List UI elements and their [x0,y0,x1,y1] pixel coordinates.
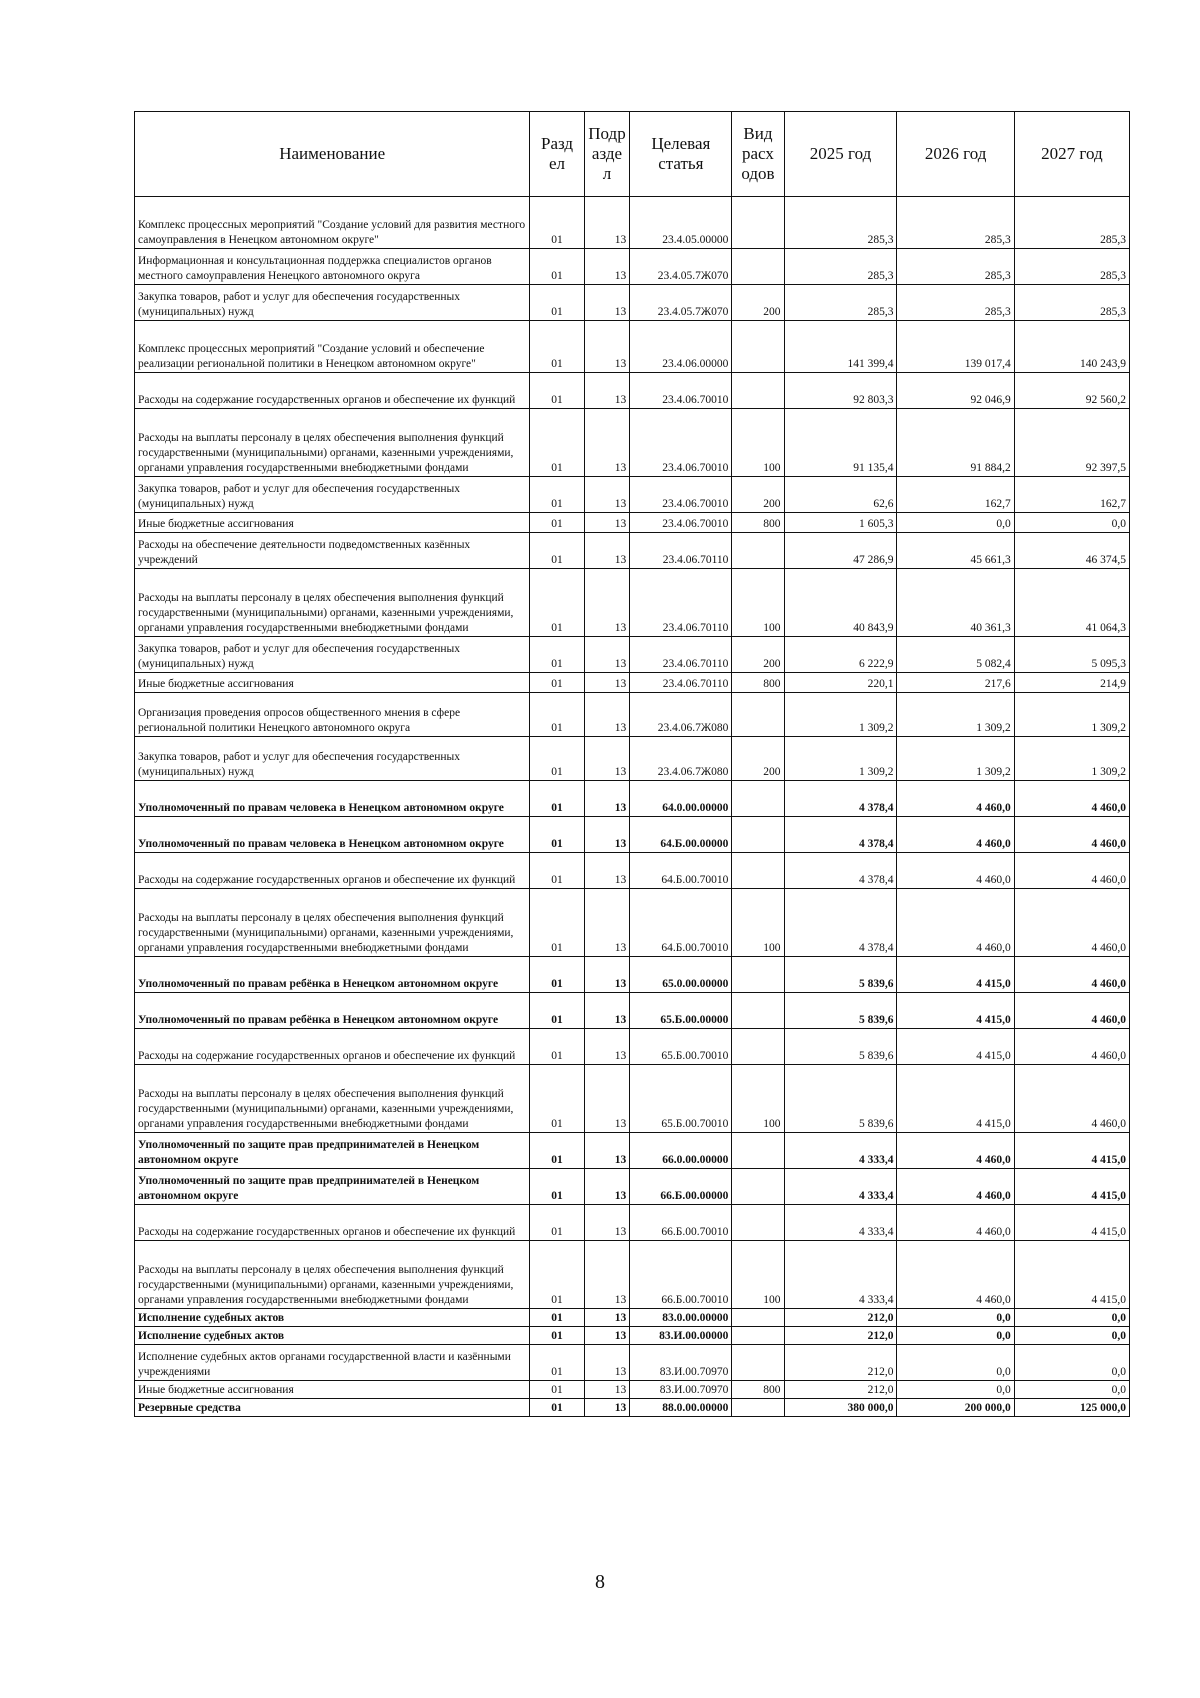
row-2026-cell: 162,7 [897,477,1014,513]
row-target-cell: 83.И.00.70970 [630,1381,732,1399]
row-subsection-cell: 13 [584,889,630,957]
row-2025-cell: 141 399,4 [784,321,897,373]
row-2027-cell: 0,0 [1014,1381,1129,1399]
row-section-cell: 01 [530,569,584,637]
row-target-cell: 64.Б.00.00000 [630,817,732,853]
row-2025-cell: 5 839,6 [784,957,897,993]
row-kind-cell [732,249,784,285]
row-2027-cell: 1 309,2 [1014,693,1129,737]
row-target-cell: 66.0.00.00000 [630,1133,732,1169]
row-2027-cell: 4 460,0 [1014,1029,1129,1065]
row-2025-cell: 4 378,4 [784,853,897,889]
row-2025-cell: 212,0 [784,1309,897,1327]
row-2025-cell: 4 378,4 [784,817,897,853]
row-target-cell: 23.4.06.70010 [630,409,732,477]
row-section-cell: 01 [530,477,584,513]
row-target-cell: 23.4.06.70010 [630,373,732,409]
row-target-cell: 83.0.00.00000 [630,1309,732,1327]
table-row [135,373,1130,409]
row-section-cell: 01 [530,1381,584,1399]
row-kind-cell: 100 [732,1241,784,1309]
row-2026-cell: 91 884,2 [897,409,1014,477]
row-target-cell: 23.4.06.7Ж080 [630,693,732,737]
row-2026-cell: 0,0 [897,1327,1014,1345]
row-subsection-cell: 13 [584,373,630,409]
row-2025-cell: 4 333,4 [784,1133,897,1169]
row-subsection-cell: 13 [584,781,630,817]
row-2026-cell: 45 661,3 [897,533,1014,569]
table-row [135,673,1130,693]
row-name-cell: Уполномоченный по правам ребёнка в Ненецком автономном округе [135,957,530,993]
table-row [135,1205,1130,1241]
row-kind-cell: 200 [732,637,784,673]
row-2025-cell: 40 843,9 [784,569,897,637]
row-2025-cell: 1 309,2 [784,737,897,781]
row-kind-cell [732,1327,784,1345]
row-target-cell: 66.Б.00.00000 [630,1169,732,1205]
row-kind-cell: 200 [732,477,784,513]
row-name-cell: Расходы на выплаты персоналу в целях обеспечения выполнения функций государственными (муниципальными) органами, казенными учреждениями, органами управления государственными внебюджетными фондами [135,889,530,957]
row-2025-cell: 1 309,2 [784,693,897,737]
table-row [135,889,1130,957]
row-2026-cell: 1 309,2 [897,737,1014,781]
row-target-cell: 65.Б.00.70010 [630,1065,732,1133]
row-2026-cell: 1 309,2 [897,693,1014,737]
table-row [135,1133,1130,1169]
header-subsection: Подр азде л [584,112,630,197]
row-2025-cell: 5 839,6 [784,1065,897,1133]
row-subsection-cell: 13 [584,993,630,1029]
row-kind-cell: 100 [732,569,784,637]
row-section-cell: 01 [530,409,584,477]
row-target-cell: 23.4.06.70110 [630,569,732,637]
table-row [135,249,1130,285]
table-row [135,1381,1130,1399]
row-subsection-cell: 13 [584,693,630,737]
row-section-cell: 01 [530,1133,584,1169]
table-row [135,513,1130,533]
row-subsection-cell: 13 [584,197,630,249]
header-kind: Вид расх одов [732,112,784,197]
row-target-cell: 23.4.05.00000 [630,197,732,249]
row-section-cell: 01 [530,285,584,321]
row-name-cell: Закупка товаров, работ и услуг для обеспечения государственных (муниципальных) нужд [135,477,530,513]
row-2025-cell: 285,3 [784,285,897,321]
row-2027-cell: 92 560,2 [1014,373,1129,409]
row-2027-cell: 1 309,2 [1014,737,1129,781]
row-name-cell: Комплекс процессных мероприятий "Создание условий для развития местного самоуправления в Ненецком автономном округе" [135,197,530,249]
row-kind-cell [732,1399,784,1417]
row-2026-cell: 4 415,0 [897,1029,1014,1065]
table-row [135,569,1130,637]
row-kind-cell: 200 [732,737,784,781]
row-subsection-cell: 13 [584,533,630,569]
row-2027-cell: 285,3 [1014,249,1129,285]
row-name-cell: Закупка товаров, работ и услуг для обеспечения государственных (муниципальных) нужд [135,737,530,781]
row-kind-cell: 100 [732,409,784,477]
row-target-cell: 23.4.06.70110 [630,533,732,569]
row-section-cell: 01 [530,197,584,249]
row-subsection-cell: 13 [584,637,630,673]
row-2026-cell: 4 460,0 [897,1169,1014,1205]
table-row [135,1399,1130,1417]
row-2026-cell: 40 361,3 [897,569,1014,637]
row-subsection-cell: 13 [584,1065,630,1133]
row-2026-cell: 217,6 [897,673,1014,693]
row-2026-cell: 0,0 [897,1345,1014,1381]
row-kind-cell: 100 [732,889,784,957]
row-2026-cell: 0,0 [897,1309,1014,1327]
row-section-cell: 01 [530,1241,584,1309]
row-kind-cell [732,1169,784,1205]
row-target-cell: 23.4.06.70010 [630,477,732,513]
row-name-cell: Информационная и консультационная поддержка специалистов органов местного самоуправления Ненецкого автономного округа [135,249,530,285]
row-2027-cell: 4 415,0 [1014,1169,1129,1205]
table-row [135,957,1130,993]
row-2025-cell: 4 333,4 [784,1169,897,1205]
row-name-cell: Расходы на содержание государственных органов и обеспечение их функций [135,1029,530,1065]
row-section-cell: 01 [530,673,584,693]
row-kind-cell [732,373,784,409]
row-section-cell: 01 [530,637,584,673]
row-2025-cell: 285,3 [784,249,897,285]
row-2027-cell: 4 460,0 [1014,853,1129,889]
row-2026-cell: 4 460,0 [897,853,1014,889]
row-section-cell: 01 [530,853,584,889]
table-row [135,1309,1130,1327]
row-target-cell: 64.Б.00.70010 [630,889,732,957]
row-name-cell: Уполномоченный по правам ребёнка в Ненецком автономном округе [135,993,530,1029]
header-row [135,112,1130,197]
table-row [135,1327,1130,1345]
header-2027: 2027 год [1014,112,1129,197]
row-2026-cell: 0,0 [897,1381,1014,1399]
row-2027-cell: 4 460,0 [1014,889,1129,957]
row-name-cell: Расходы на содержание государственных органов и обеспечение их функций [135,853,530,889]
row-2025-cell: 91 135,4 [784,409,897,477]
row-2026-cell: 285,3 [897,249,1014,285]
header-2026: 2026 год [897,112,1014,197]
page-number: 8 [595,1571,605,1593]
row-2027-cell: 46 374,5 [1014,533,1129,569]
row-section-cell: 01 [530,1029,584,1065]
row-section-cell: 01 [530,817,584,853]
row-2027-cell: 5 095,3 [1014,637,1129,673]
row-target-cell: 23.4.06.70110 [630,673,732,693]
table-row [135,781,1130,817]
row-kind-cell [732,197,784,249]
row-2027-cell: 92 397,5 [1014,409,1129,477]
row-target-cell: 64.0.00.00000 [630,781,732,817]
row-section-cell: 01 [530,1345,584,1381]
row-section-cell: 01 [530,889,584,957]
row-subsection-cell: 13 [584,1029,630,1065]
header-section: Разд ел [530,112,584,197]
row-target-cell: 23.4.05.7Ж070 [630,285,732,321]
row-name-cell: Иные бюджетные ассигнования [135,513,530,533]
row-name-cell: Расходы на выплаты персоналу в целях обеспечения выполнения функций государственными (муниципальными) органами, казенными учреждениями, органами управления государственными внебюджетными фондами [135,409,530,477]
row-target-cell: 66.Б.00.70010 [630,1241,732,1309]
row-name-cell: Резервные средства [135,1399,530,1417]
row-2025-cell: 4 333,4 [784,1241,897,1309]
row-name-cell: Расходы на обеспечение деятельности подведомственных казённых учреждений [135,533,530,569]
row-kind-cell [732,533,784,569]
row-kind-cell: 100 [732,1065,784,1133]
row-target-cell: 23.4.06.70110 [630,637,732,673]
row-kind-cell [732,1205,784,1241]
row-2027-cell: 125 000,0 [1014,1399,1129,1417]
header-2025: 2025 год [784,112,897,197]
row-name-cell: Расходы на выплаты персоналу в целях обеспечения выполнения функций государственными (муниципальными) органами, казенными учреждениями, органами управления государственными внебюджетными фондами [135,569,530,637]
row-subsection-cell: 13 [584,1241,630,1309]
header-target: Целевая статья [630,112,732,197]
table-row [135,1241,1130,1309]
row-section-cell: 01 [530,693,584,737]
row-subsection-cell: 13 [584,1399,630,1417]
row-2027-cell: 4 415,0 [1014,1133,1129,1169]
table-row [135,197,1130,249]
row-target-cell: 23.4.06.00000 [630,321,732,373]
row-name-cell: Расходы на содержание государственных органов и обеспечение их функций [135,1205,530,1241]
row-kind-cell: 800 [732,1381,784,1399]
table-row [135,409,1130,477]
row-2027-cell: 0,0 [1014,1327,1129,1345]
table-row [135,1169,1130,1205]
row-2026-cell: 4 460,0 [897,1241,1014,1309]
row-2027-cell: 4 415,0 [1014,1205,1129,1241]
row-2027-cell: 4 460,0 [1014,781,1129,817]
row-name-cell: Иные бюджетные ассигнования [135,673,530,693]
row-section-cell: 01 [530,781,584,817]
row-target-cell: 23.4.06.7Ж080 [630,737,732,781]
row-2026-cell: 4 460,0 [897,1205,1014,1241]
table-row [135,1065,1130,1133]
row-section-cell: 01 [530,1327,584,1345]
row-kind-cell [732,1133,784,1169]
row-2027-cell: 4 460,0 [1014,957,1129,993]
row-section-cell: 01 [530,249,584,285]
row-section-cell: 01 [530,513,584,533]
row-section-cell: 01 [530,737,584,781]
row-subsection-cell: 13 [584,817,630,853]
row-2025-cell: 212,0 [784,1381,897,1399]
row-2025-cell: 4 378,4 [784,781,897,817]
row-2026-cell: 4 460,0 [897,1133,1014,1169]
row-target-cell: 65.Б.00.70010 [630,1029,732,1065]
table-row [135,817,1130,853]
row-subsection-cell: 13 [584,853,630,889]
row-kind-cell [732,693,784,737]
row-name-cell: Уполномоченный по защите прав предпринимателей в Ненецком автономном округе [135,1133,530,1169]
row-2027-cell: 4 460,0 [1014,1065,1129,1133]
row-target-cell: 65.Б.00.00000 [630,993,732,1029]
budget-table [134,111,1130,1417]
row-2025-cell: 285,3 [784,197,897,249]
row-2027-cell: 0,0 [1014,513,1129,533]
row-section-cell: 01 [530,957,584,993]
row-subsection-cell: 13 [584,957,630,993]
row-name-cell: Исполнение судебных актов органами государственной власти и казёнными учреждениями [135,1345,530,1381]
row-section-cell: 01 [530,373,584,409]
row-2025-cell: 4 333,4 [784,1205,897,1241]
row-target-cell: 66.Б.00.70010 [630,1205,732,1241]
table-row [135,477,1130,513]
row-2025-cell: 4 378,4 [784,889,897,957]
row-subsection-cell: 13 [584,513,630,533]
row-2026-cell: 285,3 [897,285,1014,321]
row-subsection-cell: 13 [584,249,630,285]
row-name-cell: Исполнение судебных актов [135,1309,530,1327]
row-subsection-cell: 13 [584,1205,630,1241]
row-2026-cell: 285,3 [897,197,1014,249]
table-row [135,637,1130,673]
row-2026-cell: 0,0 [897,513,1014,533]
table-row [135,853,1130,889]
row-target-cell: 65.0.00.00000 [630,957,732,993]
row-section-cell: 01 [530,1205,584,1241]
row-2027-cell: 4 460,0 [1014,817,1129,853]
row-name-cell: Комплекс процессных мероприятий "Создание условий и обеспечение реализации региональной политики в Ненецком автономном округе" [135,321,530,373]
row-2025-cell: 47 286,9 [784,533,897,569]
row-target-cell: 83.И.00.00000 [630,1327,732,1345]
row-subsection-cell: 13 [584,477,630,513]
row-2027-cell: 4 460,0 [1014,993,1129,1029]
row-section-cell: 01 [530,1309,584,1327]
row-kind-cell [732,957,784,993]
row-subsection-cell: 13 [584,673,630,693]
row-2025-cell: 6 222,9 [784,637,897,673]
row-section-cell: 01 [530,1169,584,1205]
row-2025-cell: 5 839,6 [784,993,897,1029]
row-name-cell: Организация проведения опросов общественного мнения в сфере региональной политики Ненецкого автономного округа [135,693,530,737]
row-2027-cell: 285,3 [1014,285,1129,321]
row-name-cell: Иные бюджетные ассигнования [135,1381,530,1399]
row-target-cell: 64.Б.00.70010 [630,853,732,889]
row-name-cell: Расходы на выплаты персоналу в целях обеспечения выполнения функций государственными (муниципальными) органами, казенными учреждениями, органами управления государственными внебюджетными фондами [135,1241,530,1309]
row-target-cell: 23.4.06.70010 [630,513,732,533]
row-section-cell: 01 [530,533,584,569]
row-2026-cell: 200 000,0 [897,1399,1014,1417]
row-2025-cell: 380 000,0 [784,1399,897,1417]
row-subsection-cell: 13 [584,569,630,637]
row-subsection-cell: 13 [584,321,630,373]
row-kind-cell [732,1309,784,1327]
table-row [135,1029,1130,1065]
row-name-cell: Закупка товаров, работ и услуг для обеспечения государственных (муниципальных) нужд [135,285,530,321]
row-name-cell: Уполномоченный по правам человека в Ненецком автономном округе [135,817,530,853]
row-name-cell: Закупка товаров, работ и услуг для обеспечения государственных (муниципальных) нужд [135,637,530,673]
row-kind-cell [732,1345,784,1381]
row-2026-cell: 4 415,0 [897,1065,1014,1133]
table-row [135,533,1130,569]
row-subsection-cell: 13 [584,1381,630,1399]
row-name-cell: Уполномоченный по защите прав предпринимателей в Ненецком автономном округе [135,1169,530,1205]
row-kind-cell [732,853,784,889]
row-2025-cell: 212,0 [784,1327,897,1345]
row-2025-cell: 5 839,6 [784,1029,897,1065]
row-2026-cell: 4 460,0 [897,781,1014,817]
row-subsection-cell: 13 [584,1345,630,1381]
row-subsection-cell: 13 [584,285,630,321]
row-2027-cell: 140 243,9 [1014,321,1129,373]
row-2025-cell: 92 803,3 [784,373,897,409]
table-row [135,285,1130,321]
row-section-cell: 01 [530,993,584,1029]
header-name: Наименование [135,112,530,197]
row-kind-cell: 800 [732,673,784,693]
row-name-cell: Расходы на содержание государственных органов и обеспечение их функций [135,373,530,409]
row-2026-cell: 4 415,0 [897,993,1014,1029]
row-kind-cell [732,1029,784,1065]
table-row [135,321,1130,373]
row-kind-cell [732,781,784,817]
row-subsection-cell: 13 [584,1327,630,1345]
row-kind-cell [732,817,784,853]
row-kind-cell: 800 [732,513,784,533]
row-2027-cell: 214,9 [1014,673,1129,693]
row-subsection-cell: 13 [584,1133,630,1169]
table-row [135,993,1130,1029]
row-kind-cell: 200 [732,285,784,321]
row-subsection-cell: 13 [584,1169,630,1205]
row-section-cell: 01 [530,1065,584,1133]
row-2025-cell: 62,6 [784,477,897,513]
row-section-cell: 01 [530,1399,584,1417]
row-2026-cell: 139 017,4 [897,321,1014,373]
row-subsection-cell: 13 [584,1309,630,1327]
budget-table-container [134,111,1130,1417]
row-target-cell: 83.И.00.70970 [630,1345,732,1381]
row-2025-cell: 1 605,3 [784,513,897,533]
row-subsection-cell: 13 [584,409,630,477]
row-2026-cell: 92 046,9 [897,373,1014,409]
table-row [135,737,1130,781]
table-row [135,1345,1130,1381]
row-2027-cell: 41 064,3 [1014,569,1129,637]
row-2026-cell: 4 460,0 [897,889,1014,957]
row-name-cell: Расходы на выплаты персоналу в целях обеспечения выполнения функций государственными (муниципальными) органами, казенными учреждениями, органами управления государственными внебюджетными фондами [135,1065,530,1133]
row-2027-cell: 0,0 [1014,1309,1129,1327]
row-2027-cell: 285,3 [1014,197,1129,249]
row-2026-cell: 5 082,4 [897,637,1014,673]
row-2025-cell: 212,0 [784,1345,897,1381]
row-2027-cell: 162,7 [1014,477,1129,513]
row-target-cell: 23.4.05.7Ж070 [630,249,732,285]
row-section-cell: 01 [530,321,584,373]
row-2027-cell: 4 415,0 [1014,1241,1129,1309]
row-name-cell: Исполнение судебных актов [135,1327,530,1345]
row-kind-cell [732,321,784,373]
row-2025-cell: 220,1 [784,673,897,693]
table-row [135,693,1130,737]
row-kind-cell [732,993,784,1029]
row-2027-cell: 0,0 [1014,1345,1129,1381]
row-subsection-cell: 13 [584,737,630,781]
row-2026-cell: 4 415,0 [897,957,1014,993]
row-2026-cell: 4 460,0 [897,817,1014,853]
row-target-cell: 88.0.00.00000 [630,1399,732,1417]
row-name-cell: Уполномоченный по правам человека в Ненецком автономном округе [135,781,530,817]
